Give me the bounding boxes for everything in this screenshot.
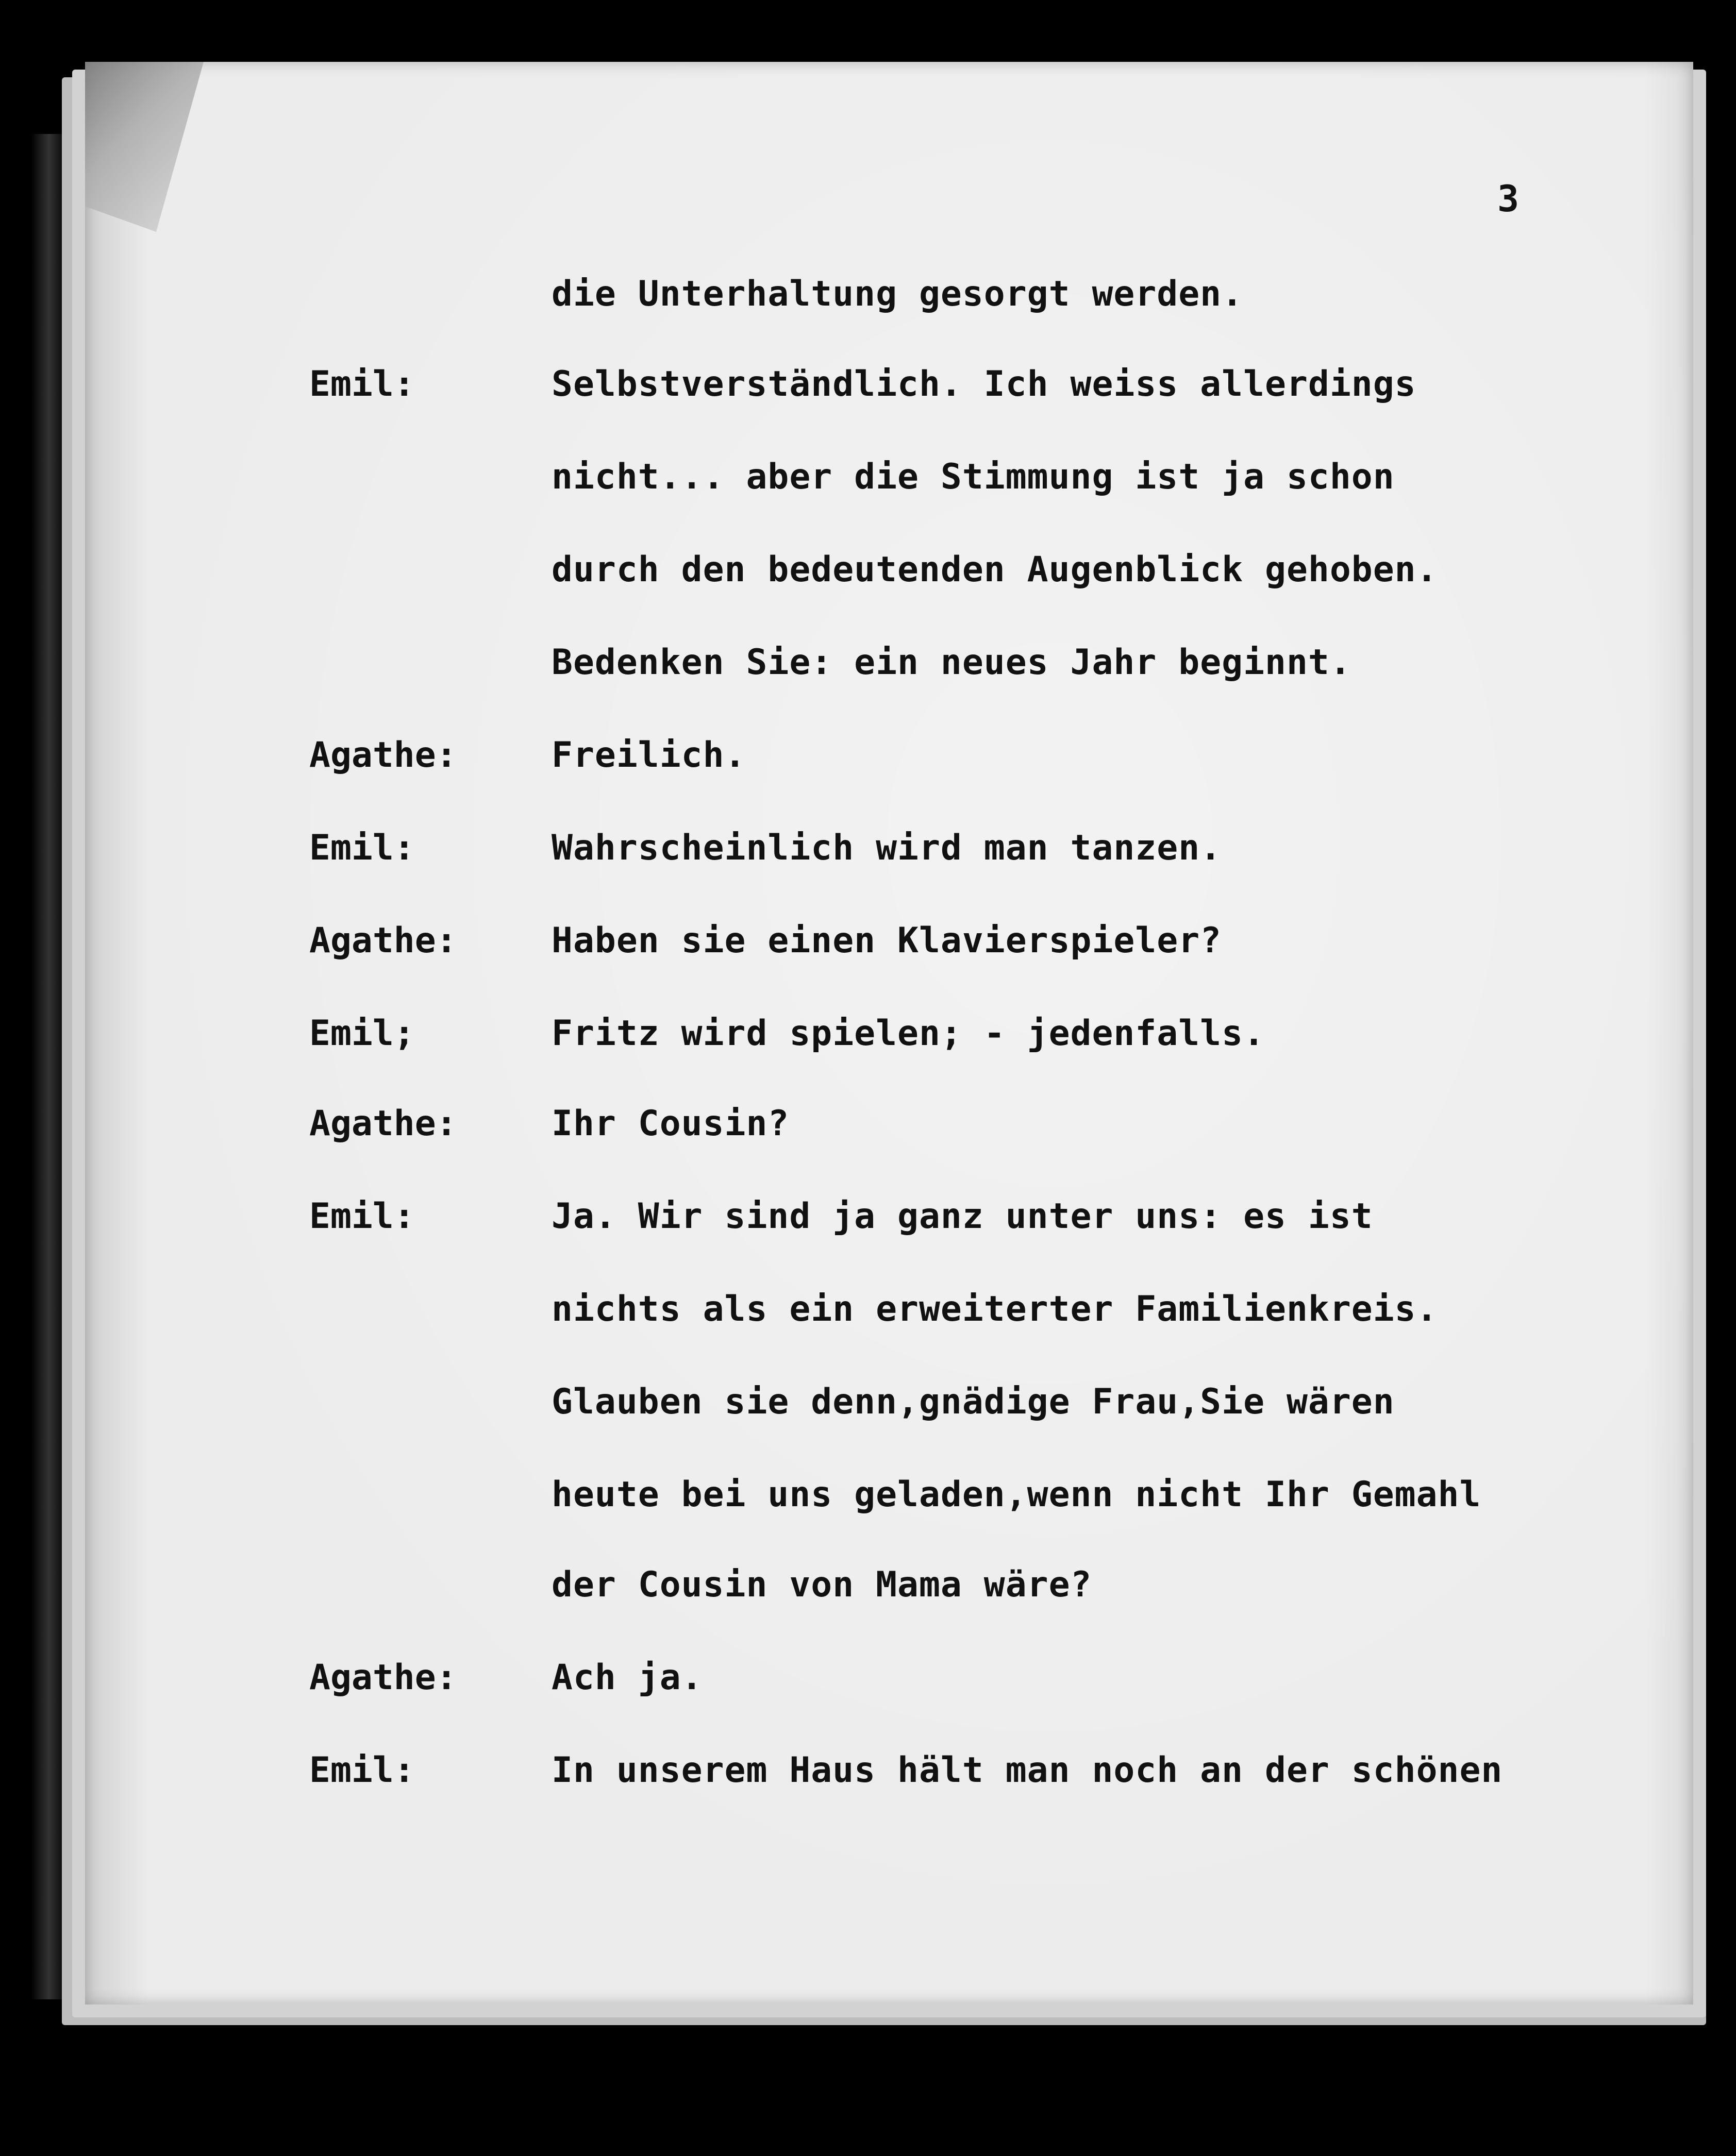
line-text: Freilich. <box>552 734 746 776</box>
line-text: Haben sie einen Klavierspieler? <box>552 920 1222 961</box>
line-text: Ja. Wir sind ja ganz unter uns: es ist <box>552 1195 1373 1237</box>
speaker-name: Emil: <box>309 363 415 405</box>
line-text: Fritz wird spielen; - jedenfalls. <box>552 1013 1265 1054</box>
speaker-name: Emil: <box>309 1195 415 1237</box>
script-line <box>309 541 1639 598</box>
speaker-name: Agathe: <box>309 734 457 776</box>
script-line <box>309 1095 1639 1152</box>
page-number: 3 <box>1497 178 1520 220</box>
line-text: Glauben sie denn,gnädige Frau,Sie wären <box>552 1381 1395 1422</box>
line-text: In unserem Haus hält man noch an der schönen <box>552 1749 1503 1791</box>
line-text: der Cousin von Mama wäre? <box>552 1564 1092 1605</box>
script-line <box>309 1373 1639 1430</box>
script-line <box>309 1005 1639 1062</box>
script-line <box>309 1188 1639 1244</box>
script-line <box>309 1649 1639 1706</box>
speaker-name: Emil; <box>309 1013 415 1054</box>
line-text: Wahrscheinlich wird man tanzen. <box>552 827 1222 868</box>
script-line <box>309 727 1639 783</box>
script-line <box>309 1556 1639 1613</box>
script-line <box>309 1742 1639 1798</box>
script-line <box>309 634 1639 690</box>
script-line <box>309 265 1639 322</box>
script-line <box>309 819 1639 876</box>
line-text: nicht... aber die Stimmung ist ja schon <box>552 456 1395 497</box>
line-text: nichts als ein erweiterter Familienkreis. <box>552 1288 1438 1329</box>
line-text: Ach ja. <box>552 1657 703 1698</box>
script-line <box>309 1466 1639 1523</box>
script-line <box>309 448 1639 505</box>
line-text: durch den bedeutenden Augenblick gehoben. <box>552 549 1438 590</box>
speaker-name: Agathe: <box>309 1103 457 1144</box>
line-text: heute bei uns geladen,wenn nicht Ihr Gemahl <box>552 1474 1481 1515</box>
script-line <box>309 1281 1639 1337</box>
line-text: Ihr Cousin? <box>552 1103 790 1144</box>
script-line <box>309 356 1639 412</box>
script-line <box>309 912 1639 969</box>
speaker-name: Agathe: <box>309 920 457 961</box>
line-text: Bedenken Sie: ein neues Jahr beginnt. <box>552 642 1351 683</box>
line-text: die Unterhaltung gesorgt werden. <box>552 273 1244 314</box>
speaker-name: Emil: <box>309 1749 415 1791</box>
speaker-name: Emil: <box>309 827 415 868</box>
speaker-name: Agathe: <box>309 1657 457 1698</box>
line-text: Selbstverständlich. Ich weiss allerdings <box>552 363 1416 405</box>
